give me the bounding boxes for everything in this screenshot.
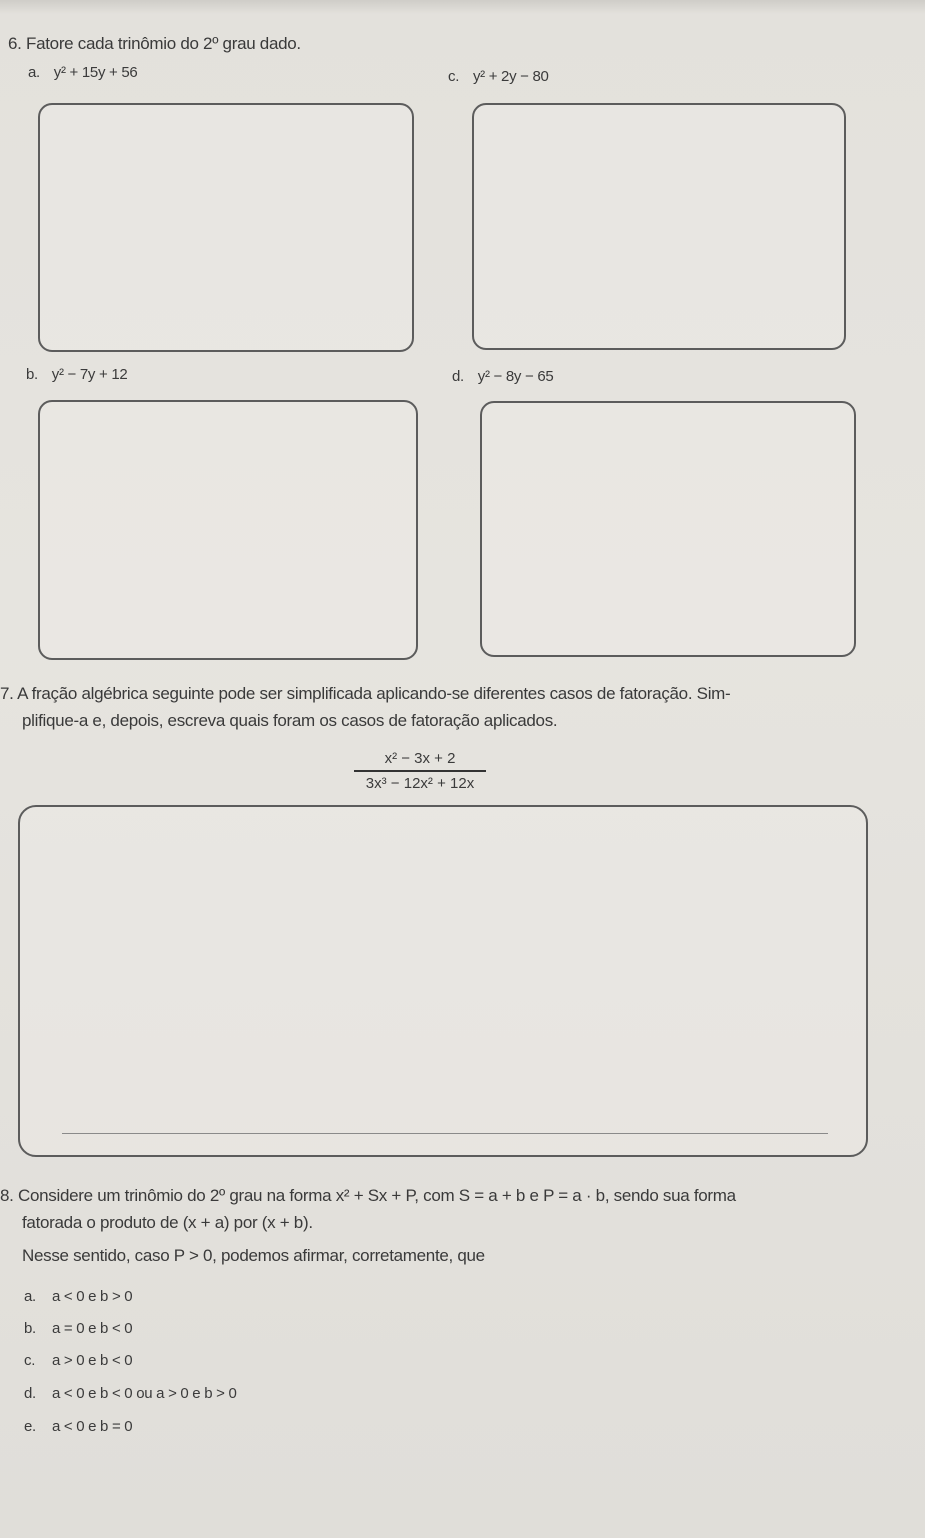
q8-option-a[interactable] [24, 1288, 132, 1305]
q8-option-b-letter: b. [24, 1320, 36, 1337]
answer-box-q6b[interactable] [38, 400, 418, 660]
q8-option-d[interactable] [24, 1385, 237, 1402]
q6-item-c-letter: c. [448, 68, 460, 85]
q7-fraction-denominator: 3x³ − 12x² + 12x [365, 775, 475, 792]
q8-option-e[interactable] [24, 1418, 132, 1435]
q8-option-a-text: a < 0 e b > 0 [52, 1288, 133, 1305]
q8-option-d-text: a < 0 e b < 0 ou a > 0 e b > 0 [52, 1385, 237, 1402]
answer-box-q6d[interactable] [480, 401, 856, 657]
q6-item-d-expression: y² − 8y − 65 [477, 368, 554, 385]
q6-item-a-expression: y² + 15y + 56 [53, 64, 138, 81]
q8-option-e-letter: e. [24, 1418, 36, 1435]
q8-option-a-letter: a. [24, 1288, 36, 1305]
q8-question: Nesse sentido, caso P > 0, podemos afirmar, corretamente, que [22, 1246, 485, 1265]
q6-item-c [448, 68, 549, 85]
q6-item-a-letter: a. [28, 64, 40, 81]
q6-item-d [452, 368, 553, 385]
q8-option-c[interactable] [24, 1352, 132, 1369]
q6-item-b-letter: b. [26, 366, 38, 383]
q8-option-b-text: a = 0 e b < 0 [52, 1320, 133, 1337]
q8-statement-line2: fatorada o produto de (x + a) por (x + b). [22, 1213, 313, 1232]
q6-item-b-expression: y² − 7y + 12 [51, 366, 128, 383]
q6-item-b [26, 366, 127, 383]
answer-box-q6c[interactable] [472, 103, 846, 350]
q7-statement-line2: plifique-a e, depois, escreva quais foram os casos de fatoração aplicados. [22, 711, 558, 730]
page-top-edge [0, 0, 925, 14]
q8-statement-line1: 8. Considere um trinômio do 2º grau na forma x² + Sx + P, com S = a + b e P = a · b, sendo sua forma [0, 1186, 736, 1205]
q6-statement: 6. Fatore cada trinômio do 2º grau dado. [8, 34, 301, 53]
answer-box-q6a[interactable] [38, 103, 414, 352]
answer-box-q7[interactable] [18, 805, 868, 1157]
q7-answer-line [62, 1133, 828, 1134]
q6-item-c-expression: y² + 2y − 80 [472, 68, 549, 85]
q7-fraction-numerator: x² − 3x + 2 [384, 750, 456, 767]
q7-statement-line1: 7. A fração algébrica seguinte pode ser simplificada aplicando-se diferentes casos de fatoração. Sim- [0, 684, 731, 703]
q6-item-a [28, 64, 137, 81]
q8-option-c-letter: c. [24, 1352, 36, 1369]
q8-option-d-letter: d. [24, 1385, 36, 1402]
q7-algebraic-fraction [352, 750, 488, 792]
q6-item-d-letter: d. [452, 368, 464, 385]
q8-option-e-text: a < 0 e b = 0 [52, 1418, 133, 1435]
q8-option-b[interactable] [24, 1320, 132, 1337]
q8-option-c-text: a > 0 e b < 0 [52, 1352, 133, 1369]
